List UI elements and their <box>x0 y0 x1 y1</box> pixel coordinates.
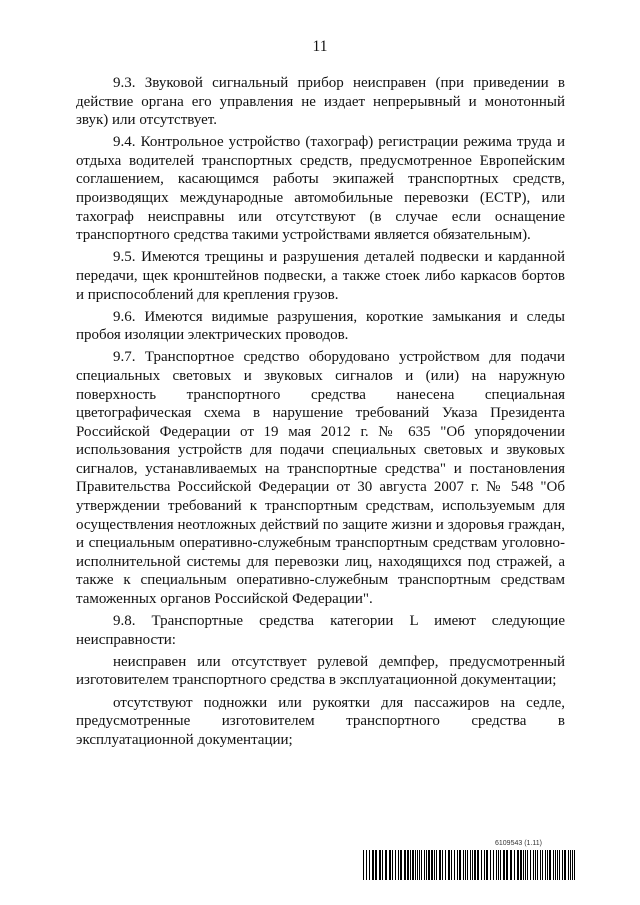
paragraph-footrests: отсутствуют подножки или рукоятки для пассажиров на седле, предусмотренные изготовителем транспортного средства в эксплуатационной документации; <box>76 694 565 748</box>
barcode-number: 6109543 (1.11) <box>495 840 542 847</box>
paragraph-9-8: 9.8. Транспортные средства категории L имеют следующие неисправности: <box>76 613 565 648</box>
paragraph-9-4: 9.4. Контрольное устройство (тахограф) регистрации режима труда и отдыха водителей транспортных средств, предусмотренное Европейским соглашением, касающимся работы экипажей транспортных средств, производящих международные автомобильные перевозки (ЕСТР), или тахограф неисправны или отсутствуют (в случае если оснащение транспортного средства такими устройствами является обязательным). <box>76 134 565 244</box>
barcode-icon <box>363 850 577 880</box>
paragraph-9-7: 9.7. Транспортное средство оборудовано устройством для подачи специальных световых и звуковых сигналов и (или) на наружную поверхность транспортного средства нанесена специальная цветографическая схема в нарушение требований Указа Президента Российской Федерации от 19 мая 2012 г. № 635 "Об упорядочении использования устройств для подачи специальных световых и звуковых сигналов, устанавливаемых на транспортные средства" и постановления Правительства Российской Федерации от 30 августа 2007 г. № 548 "Об утверждении требований к транспортным средствам, используемым для осуществления неотложных действий по защите жизни и здоровья граждан, и специальным оперативно-служебным транспортным средствам уголовно-исполнительной системы для перевозки лиц, находящихся под стражей, а также к специальным оперативно-служебным транспортным средствам таможенных органов Российской Федерации". <box>76 349 565 608</box>
paragraph-9-3: 9.3. Звуковой сигнальный прибор неисправен (при приведении в действие органа его управления не издает непрерывный и монотонный звук) или отсутствует. <box>76 75 565 129</box>
page-number: 11 <box>312 38 328 55</box>
paragraph-9-6: 9.6. Имеются видимые разрушения, короткие замыкания и следы пробоя изоляции электрических проводов. <box>76 308 565 344</box>
document-body <box>76 74 565 753</box>
paragraph-9-5: 9.5. Имеются трещины и разрушения деталей подвески и карданной передачи, щек кронштейнов подвески, а также стоек либо каркасов бортов и приспособлений для крепления грузов. <box>76 249 565 303</box>
paragraph-steering-damper: неисправен или отсутствует рулевой демпфер, предусмотренный изготовителем транспортного средства в эксплуатационной документации; <box>76 653 565 689</box>
